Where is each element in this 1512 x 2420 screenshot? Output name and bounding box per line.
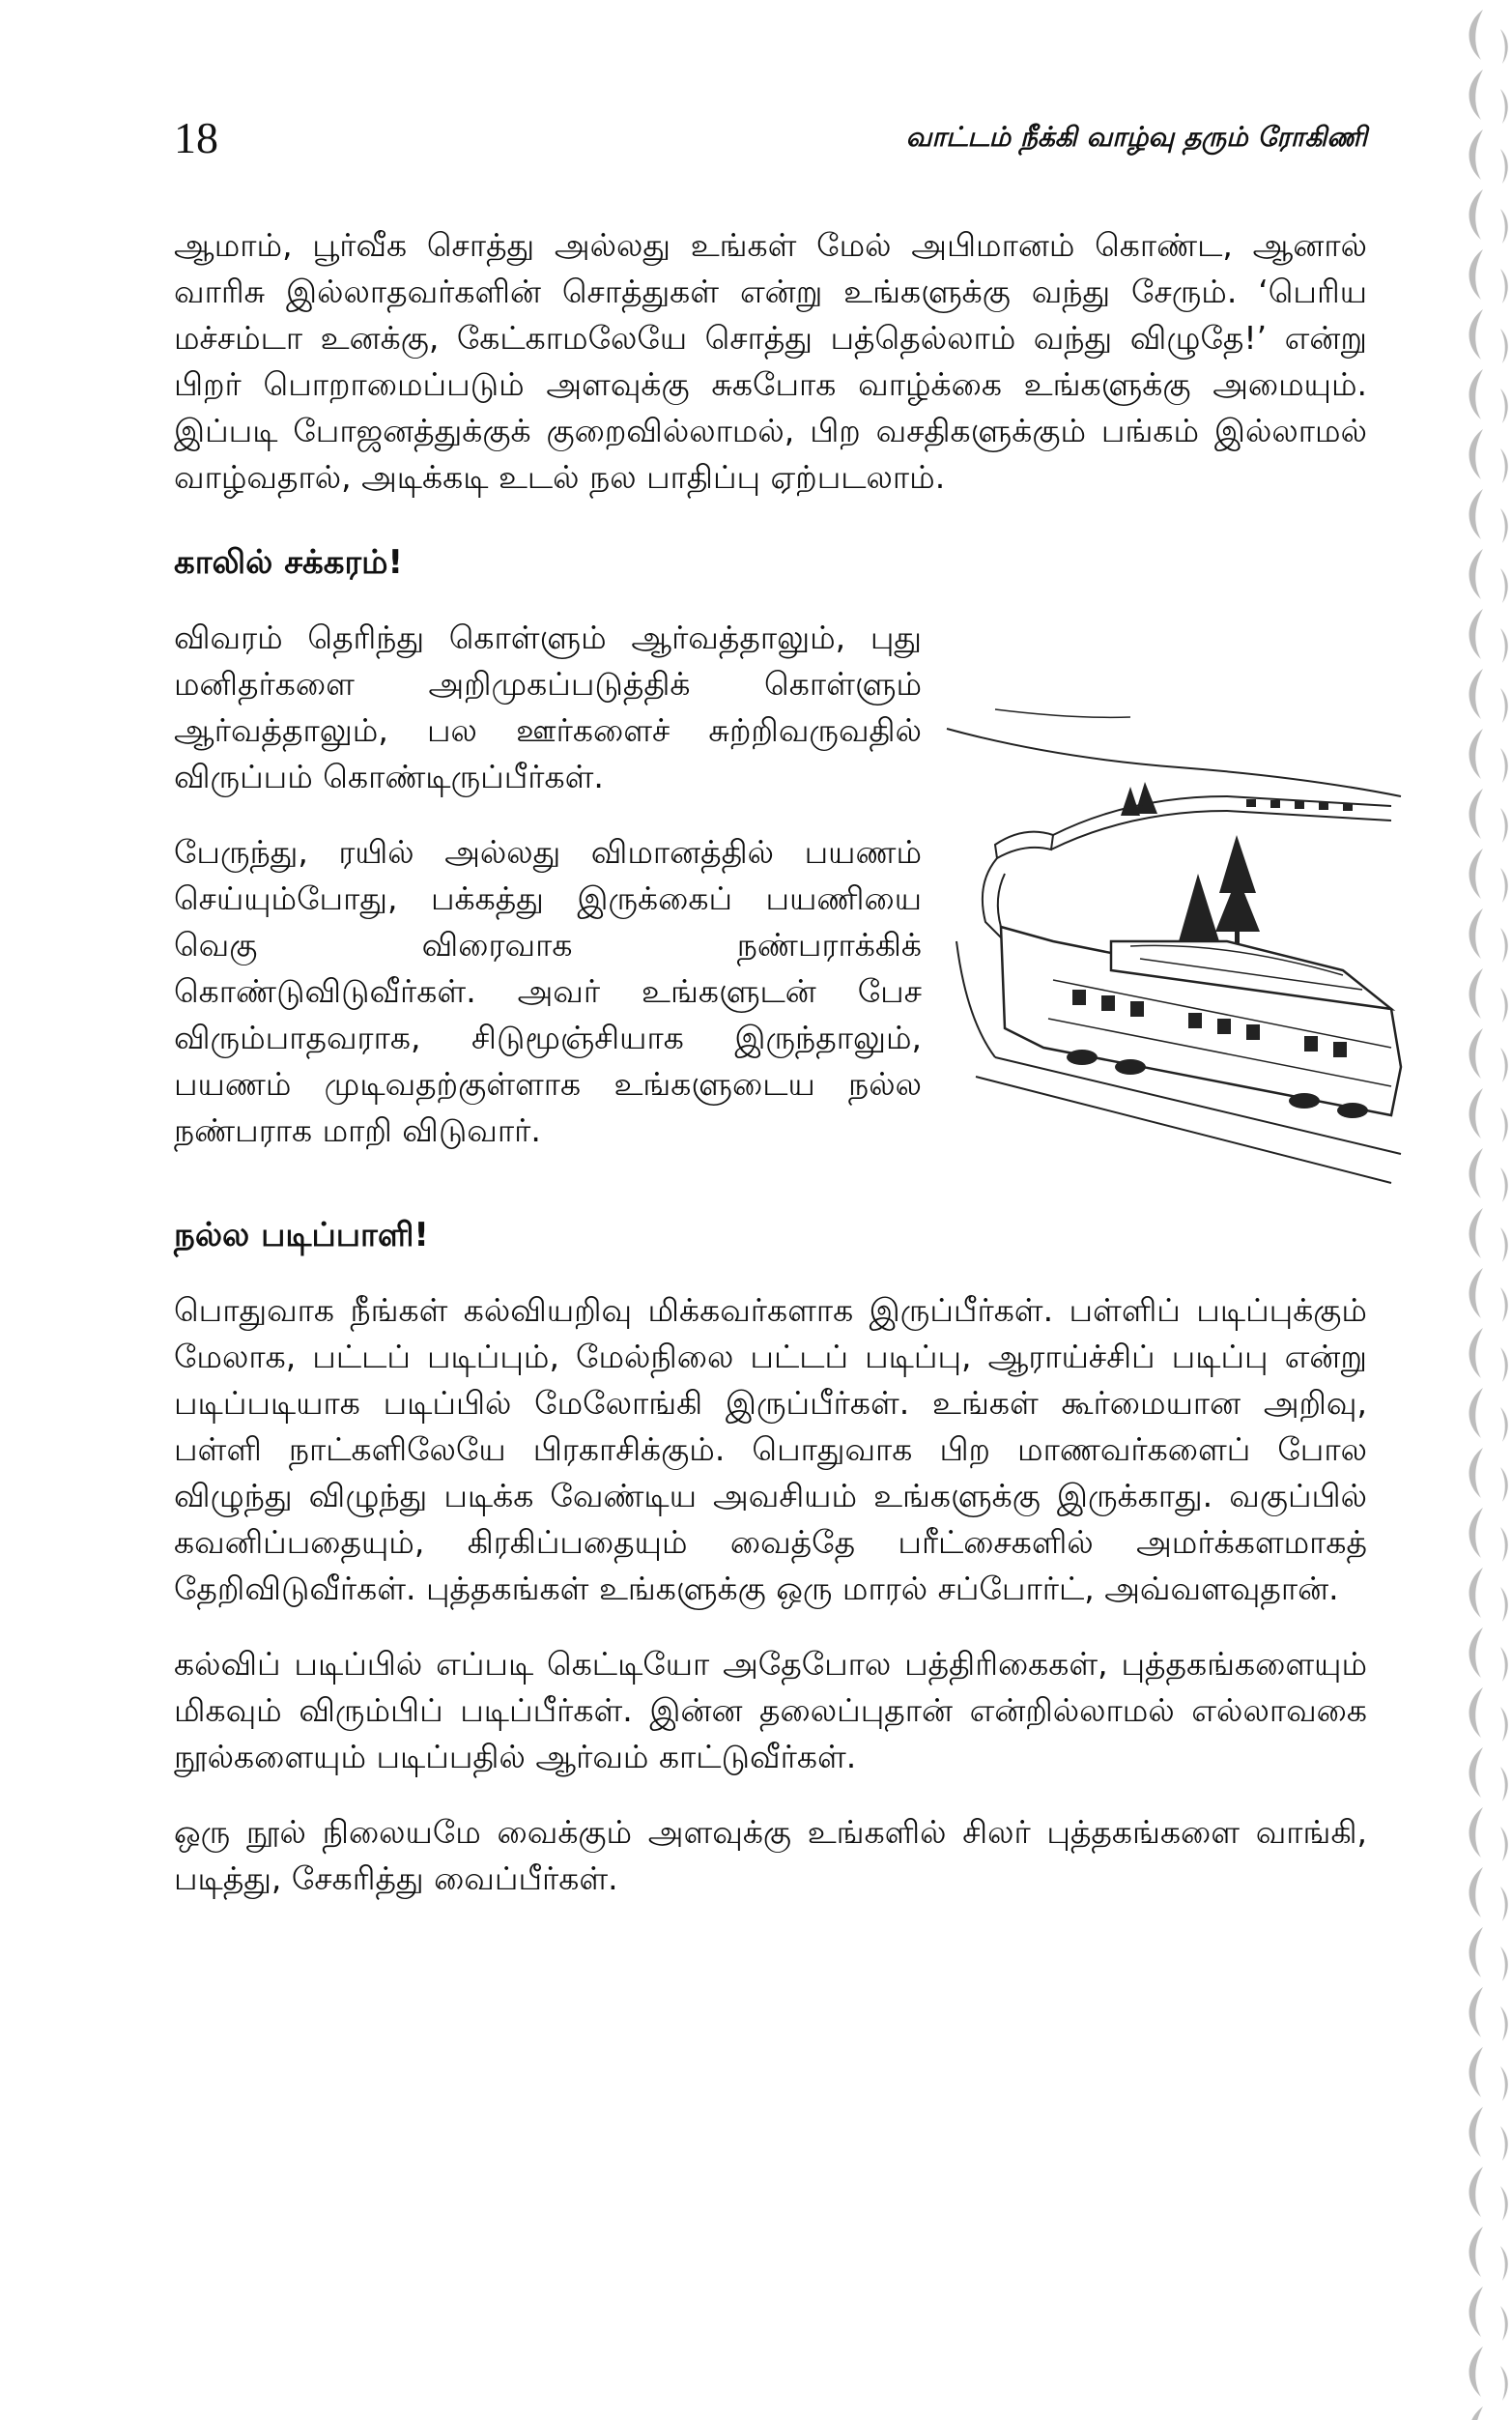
study-paragraph-2: கல்விப் படிப்பில் எப்படி கெட்டியோ அதேபோல பத்திரிகைகள், புத்தகங்களையும் மிகவும் விரும்பிப் படிப்பீர்கள். இன்ன தலைப்புதான் என்றில்லாமல் எல்லாவகை நூல்களையும் படிப்பதில் ஆர்வம் காட்டுவீர்கள். <box>174 1645 1367 1775</box>
study-paragraph-1: பொதுவாக நீங்கள் கல்வியறிவு மிக்கவர்களாக இருப்பீர்கள். பள்ளிப் படிப்புக்கும் மேலாக, பட்டப் படிப்பும், மேல்நிலை பட்டப் படிப்பு, ஆராய்ச்சிப் படிப்பு என்று படிப்படியாக படிப்பில் மேலோங்கி இருப்பீர்கள். உங்கள் கூர்மையான அறிவு, பள்ளி நாட்களிலேயே பிரகாசிக்கும். பொதுவாக பிற மாணவர்களைப் போல விழுந்து விழுந்து படிக்க வேண்டிய அவசியம் உங்களுக்கு இருக்காது. வகுப்பில் கவனிப்பதையும், கிரகிப்பதையும் வைத்தே பரீட்சைகளில் அமர்க்களமாகத் தேறிவிடுவீர்கள். புத்தகங்கள் உங்களுக்கு ஒரு மாரல் சப்போர்ட், அவ்வளவுதான். <box>174 1291 1367 1607</box>
intro-paragraph: ஆமாம், பூர்வீக சொத்து அல்லது உங்கள் மேல் அபிமானம் கொண்ட, ஆனால் வாரிசு இல்லாதவர்களின் சொத்துகள் என்று உங்களுக்கு வந்து சேரும். ‘பெரிய மச்சம்டா உனக்கு, கேட்காமலேயே சொத்து பத்தெல்லாம் வந்து விழுதே!’ என்று பிறர் பொறாமைப்படும் அளவுக்கு சுகபோக வாழ்க்கை உங்களுக்கு அமையும். இப்படி போஜனத்துக்குக் குறைவில்லாமல், பிற வசதிகளுக்கும் பங்கம் இல்லாமல் வாழ்வதால், அடிக்கடி உடல் நல பாதிப்பு ஏற்படலாம். <box>174 226 1367 496</box>
page-number: 18 <box>174 113 218 162</box>
decorative-border-icon <box>1454 0 1512 2420</box>
travel-paragraph-2: பேருந்து, ரயில் அல்லது விமானத்தில் பயணம் செய்யும்போது, பக்கத்து இருக்கைப் பயணியை வெகு விரைவாக நண்பராக்கிக் கொண்டுவிடுவீர்கள். அவர் உங்களுடன் பேச விரும்பாதவராக, சிடுமூஞ்சியாக இருந்தாலும், பயணம் முடிவதற்குள்ளாக உங்களுடைய நல்ல நண்பராக மாறி விடுவார். <box>174 833 922 1149</box>
travel-paragraph-1: விவரம் தெரிந்து கொள்ளும் ஆர்வத்தாலும், புது மனிதர்களை அறிமுகப்படுத்திக் கொள்ளும் ஆர்வத்தாலும், பல ஊர்களைச் சுற்றிவருவதில் விருப்பம் கொண்டிருப்பீர்கள். <box>174 619 922 795</box>
study-paragraph-3: ஒரு நூல் நிலையமே வைக்கும் அளவுக்கு உங்களில் சிலர் புத்தகங்களை வாங்கி, படித்து, சேகரித்து வைப்பீர்கள். <box>174 1813 1367 1897</box>
running-title: வாட்டம் நீக்கி வாழ்வு தரும் ரோகிணி <box>905 121 1367 153</box>
train-illustration-icon <box>937 651 1411 1193</box>
section-heading-travel: காலில் சக்கரம்! <box>174 543 403 582</box>
page-content <box>174 222 1367 1931</box>
section-heading-study: நல்ல படிப்பாளி! <box>174 1216 429 1254</box>
